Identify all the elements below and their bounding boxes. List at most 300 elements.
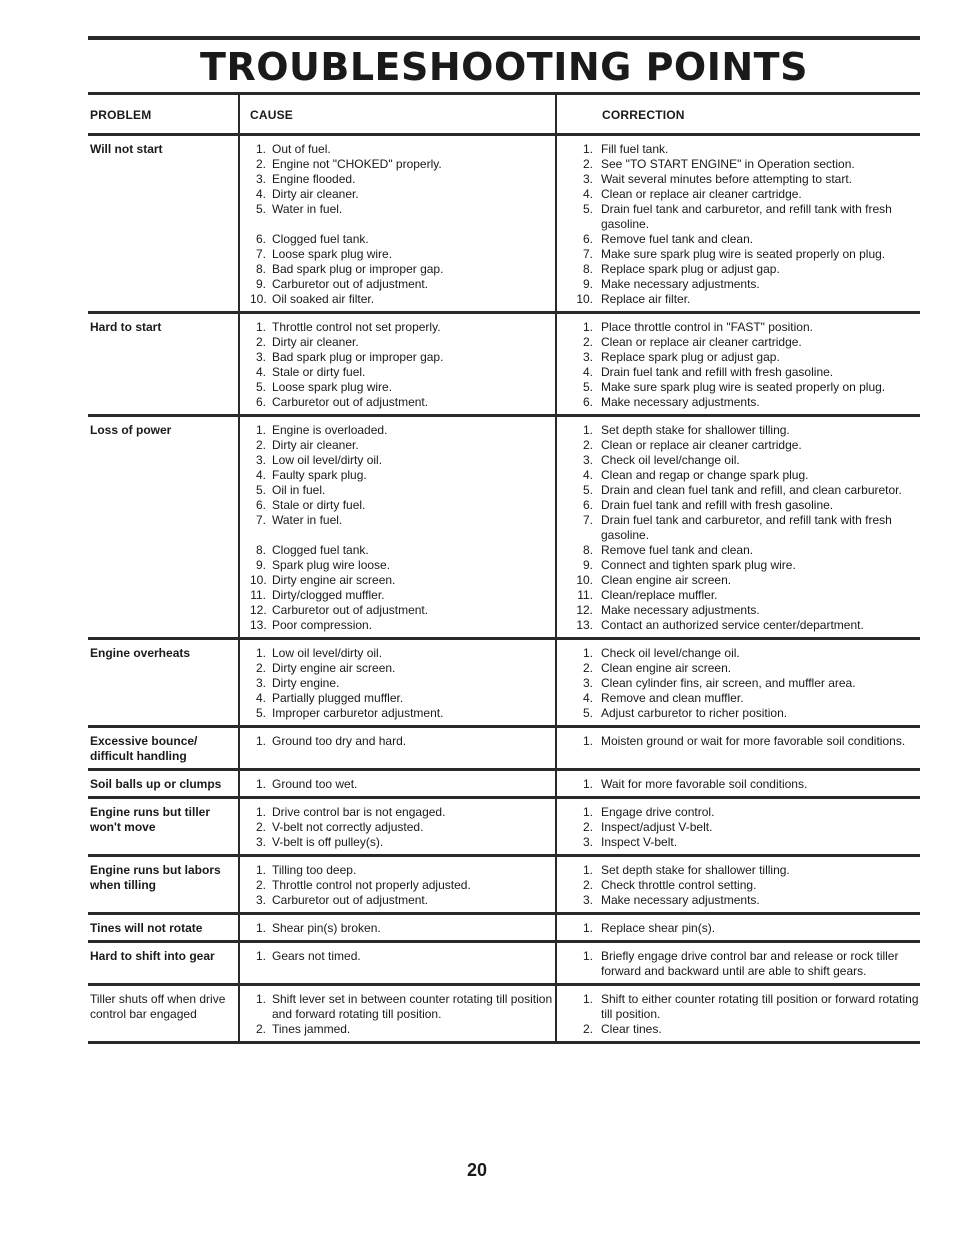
cause-item — [250, 202, 555, 217]
cause-item-number: 8. — [255, 262, 266, 276]
cause-item-text: Ground too wet. — [272, 777, 358, 791]
cause-cell — [238, 857, 555, 912]
cause-item-text: Dirty air cleaner. — [272, 187, 359, 201]
correction-item-number: 1. — [582, 646, 593, 660]
cause-cell — [238, 314, 555, 414]
correction-item-text: Clean cylinder fins, air screen, and muffler area. — [601, 676, 856, 690]
header-problem: PROBLEM — [90, 107, 152, 122]
cause-item-text: Low oil level/dirty oil. — [272, 453, 383, 467]
correction-item-text: Wait several minutes before attempting to start. — [601, 172, 852, 186]
correction-item-number: 2. — [582, 335, 593, 349]
cause-item-text: Loose spark plug wire. — [272, 380, 393, 394]
correction-cell — [555, 314, 920, 414]
table-header — [88, 96, 920, 136]
cause-item-number: 1. — [255, 805, 266, 819]
cause-item — [250, 676, 555, 691]
cause-item — [250, 498, 555, 513]
cause-item-number: 9. — [255, 558, 266, 572]
correction-item-number: 3. — [582, 893, 593, 907]
table-row — [88, 857, 920, 915]
correction-item-text: Make necessary adjustments. — [601, 603, 760, 617]
cause-item-number: 8. — [255, 543, 266, 557]
cause-item-number: 3. — [255, 453, 266, 467]
correction-item-number: 4. — [582, 468, 593, 482]
correction-item-text: Make sure spark plug wire is seated properly on plug. — [601, 380, 886, 394]
cause-item — [250, 863, 555, 878]
cause-item-text: Engine not "CHOKED" properly. — [272, 157, 442, 171]
cause-item-text: Carburetor out of adjustment. — [272, 277, 429, 291]
problem-cell: Engine runs but labors when tilling — [90, 863, 221, 892]
correction-item-number: 1. — [582, 142, 593, 156]
correction-item — [567, 142, 920, 157]
cause-item — [250, 893, 555, 908]
cause-item — [250, 992, 555, 1022]
correction-item-text: Drain fuel tank and refill with fresh gasoline. — [601, 498, 834, 512]
correction-item-number: 1. — [582, 734, 593, 748]
cause-item — [250, 646, 555, 661]
cause-cell — [238, 771, 555, 796]
cause-item — [250, 187, 555, 202]
correction-item-number: 6. — [582, 498, 593, 512]
cause-item-text: Bad spark plug or improper gap. — [272, 350, 444, 364]
correction-item-number: 1. — [582, 423, 593, 437]
cause-item — [250, 734, 555, 749]
correction-item-number: 1. — [582, 777, 593, 791]
correction-item-number: 8. — [582, 543, 593, 557]
correction-item-number: 12. — [576, 603, 593, 617]
cause-item — [250, 395, 555, 410]
cause-item-text: Shift lever set in between counter rotating till position and forward rotating till position. — [272, 992, 553, 1021]
correction-item-number: 3. — [582, 350, 593, 364]
cause-item-text: Shear pin(s) broken. — [272, 921, 381, 935]
table-body — [88, 136, 920, 1044]
correction-item — [567, 949, 920, 979]
cause-item-number: 4. — [255, 187, 266, 201]
cause-item-text: Carburetor out of adjustment. — [272, 603, 429, 617]
correction-item — [567, 513, 920, 543]
correction-item — [567, 706, 920, 721]
correction-item-number: 2. — [582, 157, 593, 171]
cause-item-text: Carburetor out of adjustment. — [272, 893, 429, 907]
correction-item-number: 6. — [582, 395, 593, 409]
cause-item-text: Water in fuel. — [272, 202, 343, 216]
cause-item — [250, 1022, 555, 1037]
problem-cell: Engine overheats — [90, 646, 191, 660]
cause-item-number: 3. — [255, 676, 266, 690]
cause-item-number — [250, 528, 272, 543]
correction-item — [567, 320, 920, 335]
correction-cell — [555, 728, 920, 768]
cause-item-text: Poor compression. — [272, 618, 373, 632]
correction-item-number: 3. — [582, 835, 593, 849]
correction-item-number: 10. — [576, 573, 593, 587]
correction-item-text: Briefly engage drive control bar and release or rock tiller forward and backward until are able to shift gears. — [601, 949, 899, 978]
cause-item — [250, 820, 555, 835]
correction-item — [567, 365, 920, 380]
correction-item — [567, 350, 920, 365]
correction-item — [567, 395, 920, 410]
problem-cell: Hard to shift into gear — [90, 949, 215, 963]
cause-item — [250, 558, 555, 573]
cause-item — [250, 232, 555, 247]
correction-item-text: Moisten ground or wait for more favorable soil conditions. — [601, 734, 906, 748]
correction-item-number: 1. — [582, 320, 593, 334]
cause-item — [250, 453, 555, 468]
cause-item — [250, 350, 555, 365]
correction-item-text: Replace shear pin(s). — [601, 921, 716, 935]
correction-item-text: Inspect V-belt. — [601, 835, 678, 849]
correction-item-text: Clean or replace air cleaner cartridge. — [601, 335, 802, 349]
cause-item — [250, 438, 555, 453]
correction-item-text: Adjust carburetor to richer position. — [601, 706, 788, 720]
problem-cell: Hard to start — [90, 320, 162, 334]
correction-item-text: Inspect/adjust V-belt. — [601, 820, 713, 834]
table-row — [88, 640, 920, 728]
correction-item — [567, 277, 920, 292]
correction-item-number: 13. — [576, 618, 593, 632]
cause-item — [250, 543, 555, 558]
correction-cell — [555, 799, 920, 854]
cause-item — [250, 528, 555, 543]
cause-item — [250, 277, 555, 292]
cause-item — [250, 777, 555, 792]
cause-cell — [238, 417, 555, 637]
correction-item — [567, 893, 920, 908]
correction-item-text: Clean engine air screen. — [601, 661, 732, 675]
problem-cell: Will not start — [90, 142, 163, 156]
correction-item-number: 5. — [582, 380, 593, 394]
correction-item-text: Remove fuel tank and clean. — [601, 232, 754, 246]
page-number: 20 — [466, 1160, 488, 1180]
correction-item-number: 5. — [582, 483, 593, 497]
cause-item-text: V-belt is off pulley(s). — [272, 835, 384, 849]
cause-item-number: 5. — [255, 380, 266, 394]
cause-cell — [238, 728, 555, 768]
correction-item — [567, 232, 920, 247]
table-row — [88, 136, 920, 314]
cause-item — [250, 292, 555, 307]
correction-item-text: Fill fuel tank. — [601, 142, 669, 156]
correction-item — [567, 734, 920, 749]
correction-item — [567, 423, 920, 438]
cause-item — [250, 513, 555, 528]
cause-item-text: Dirty air cleaner. — [272, 335, 359, 349]
correction-item-number: 2. — [582, 820, 593, 834]
correction-item-text: See "TO START ENGINE" in Operation section. — [601, 157, 855, 171]
correction-item-number: 5. — [582, 706, 593, 720]
problem-cell: Engine runs but tiller won't move — [90, 805, 211, 834]
correction-item-text: Drain fuel tank and carburetor, and refill tank with fresh gasoline. — [601, 202, 892, 231]
table-row — [88, 915, 920, 943]
correction-item-number: 1. — [582, 921, 593, 935]
correction-item-number: 10. — [576, 292, 593, 306]
correction-item — [567, 202, 920, 232]
cause-item-number: 1. — [255, 423, 266, 437]
correction-item — [567, 805, 920, 820]
correction-item-text: Drain fuel tank and refill with fresh gasoline. — [601, 365, 834, 379]
cause-item-text: Drive control bar is not engaged. — [272, 805, 446, 819]
correction-item — [567, 820, 920, 835]
correction-item — [567, 187, 920, 202]
cause-item-number: 3. — [255, 835, 266, 849]
correction-cell — [555, 943, 920, 983]
cause-item-text: Throttle control not properly adjusted. — [272, 878, 471, 892]
cause-item-number: 2. — [255, 335, 266, 349]
correction-item-text: Make necessary adjustments. — [601, 893, 760, 907]
correction-item-text: Make necessary adjustments. — [601, 395, 760, 409]
correction-item-number: 9. — [582, 558, 593, 572]
cause-item-text: Improper carburetor adjustment. — [272, 706, 444, 720]
correction-item-text: Check oil level/change oil. — [601, 646, 740, 660]
cause-item-number: 3. — [255, 893, 266, 907]
correction-item-text: Check throttle control setting. — [601, 878, 757, 892]
correction-item — [567, 992, 920, 1022]
correction-item — [567, 247, 920, 262]
correction-item-number: 1. — [582, 863, 593, 877]
cause-item — [250, 588, 555, 603]
cause-item-text: Tines jammed. — [272, 1022, 351, 1036]
correction-item — [567, 588, 920, 603]
cause-item-text: Oil in fuel. — [272, 483, 326, 497]
table-row — [88, 943, 920, 986]
correction-item-text: Clean or replace air cleaner cartridge. — [601, 438, 802, 452]
cause-cell — [238, 915, 555, 940]
cause-item — [250, 573, 555, 588]
correction-item-number: 1. — [582, 992, 593, 1006]
cause-cell — [238, 943, 555, 983]
cause-item-text: Out of fuel. — [272, 142, 331, 156]
correction-item-text: Drain fuel tank and carburetor, and refill tank with fresh gasoline. — [601, 513, 892, 542]
cause-item-text: Dirty engine. — [272, 676, 340, 690]
cause-item — [250, 835, 555, 850]
cause-item-number: 3. — [255, 172, 266, 186]
cause-item — [250, 365, 555, 380]
correction-item — [567, 172, 920, 187]
correction-cell — [555, 640, 920, 725]
cause-item-text: Clogged fuel tank. — [272, 232, 369, 246]
correction-cell — [555, 915, 920, 940]
cause-item-number: 7. — [255, 513, 266, 527]
correction-cell — [555, 986, 920, 1041]
cause-item-number: 1. — [255, 777, 266, 791]
cause-item-number: 3. — [255, 350, 266, 364]
cause-item-number: 5. — [255, 706, 266, 720]
problem-cell: Soil balls up or clumps — [90, 777, 222, 791]
correction-item-number: 7. — [582, 513, 593, 527]
cause-item — [250, 878, 555, 893]
correction-item-text: Clean engine air screen. — [601, 573, 732, 587]
cause-item — [250, 320, 555, 335]
problem-cell: Loss of power — [90, 423, 172, 437]
cause-item — [250, 468, 555, 483]
correction-item-number: 9. — [582, 277, 593, 291]
cause-item-number: 1. — [255, 142, 266, 156]
cause-item-number: 4. — [255, 468, 266, 482]
correction-item-text: Make sure spark plug wire is seated properly on plug. — [601, 247, 886, 261]
cause-item-text: Ground too dry and hard. — [272, 734, 407, 748]
cause-item-text — [272, 528, 555, 543]
correction-item — [567, 835, 920, 850]
cause-item-text: Bad spark plug or improper gap. — [272, 262, 444, 276]
correction-item-text: Remove fuel tank and clean. — [601, 543, 754, 557]
correction-item — [567, 1022, 920, 1037]
correction-item — [567, 453, 920, 468]
correction-item — [567, 335, 920, 350]
correction-item — [567, 543, 920, 558]
cause-item-number: 1. — [255, 320, 266, 334]
correction-item — [567, 468, 920, 483]
correction-item — [567, 558, 920, 573]
correction-item-number: 7. — [582, 247, 593, 261]
cause-item-number: 11. — [250, 588, 266, 602]
correction-item-number: 4. — [582, 365, 593, 379]
correction-item-text: Replace spark plug or adjust gap. — [601, 350, 780, 364]
cause-item-number: 12. — [250, 603, 267, 617]
cause-item-number: 6. — [255, 395, 266, 409]
correction-item — [567, 646, 920, 661]
correction-item-number: 2. — [582, 878, 593, 892]
cause-item — [250, 706, 555, 721]
cause-item-number: 6. — [255, 498, 266, 512]
cause-item-number: 5. — [255, 483, 266, 497]
correction-item — [567, 777, 920, 792]
header-correction-label: CORRECTION — [602, 107, 685, 122]
cause-item-number: 1. — [255, 949, 266, 963]
correction-cell — [555, 857, 920, 912]
cause-cell — [238, 640, 555, 725]
cause-item-text — [272, 217, 555, 232]
correction-item — [567, 921, 920, 936]
correction-item — [567, 863, 920, 878]
cause-item — [250, 262, 555, 277]
cause-item-text: Partially plugged muffler. — [272, 691, 404, 705]
correction-item-text: Place throttle control in "FAST" position. — [601, 320, 813, 334]
correction-item-text: Clean and regap or change spark plug. — [601, 468, 809, 482]
correction-item-number: 2. — [582, 661, 593, 675]
correction-item-number: 5. — [582, 202, 593, 216]
cause-cell — [238, 799, 555, 854]
cause-item-text: Faulty spark plug. — [272, 468, 367, 482]
correction-item — [567, 878, 920, 893]
cause-item-number: 1. — [255, 992, 266, 1006]
correction-item-number: 1. — [582, 949, 593, 963]
correction-item-text: Replace spark plug or adjust gap. — [601, 262, 780, 276]
correction-item-number: 1. — [582, 805, 593, 819]
top-rule — [88, 36, 920, 40]
correction-item — [567, 676, 920, 691]
cause-item — [250, 247, 555, 262]
cause-item-number: 4. — [255, 691, 266, 705]
correction-item-text: Connect and tighten spark plug wire. — [601, 558, 796, 572]
cause-item — [250, 142, 555, 157]
correction-cell — [555, 136, 920, 311]
correction-item — [567, 380, 920, 395]
table-row — [88, 417, 920, 640]
cause-item — [250, 603, 555, 618]
cause-item-number: 6. — [255, 232, 266, 246]
correction-cell — [555, 771, 920, 796]
cause-item-text: Water in fuel. — [272, 513, 343, 527]
correction-item-text: Replace air filter. — [601, 292, 691, 306]
correction-item — [567, 691, 920, 706]
cause-item — [250, 423, 555, 438]
cause-item-text: Dirty engine air screen. — [272, 573, 396, 587]
cause-item-number: 5. — [255, 202, 266, 216]
correction-item — [567, 573, 920, 588]
cause-item-number: 1. — [255, 646, 266, 660]
cause-item-text: Dirty/clogged muffler. — [272, 588, 385, 602]
correction-item-text: Remove and clean muffler. — [601, 691, 744, 705]
correction-item-number: 3. — [582, 453, 593, 467]
correction-item-text: Shift to either counter rotating till position or forward rotating till position. — [601, 992, 919, 1021]
correction-item-text: Make necessary adjustments. — [601, 277, 760, 291]
cause-item-text: Stale or dirty fuel. — [272, 365, 366, 379]
cause-item-number: 2. — [255, 438, 266, 452]
cause-item-number — [250, 217, 272, 232]
cause-item-text: V-belt not correctly adjusted. — [272, 820, 424, 834]
cause-item-text: Engine is overloaded. — [272, 423, 388, 437]
correction-item-text: Clear tines. — [601, 1022, 662, 1036]
cause-item-text: Tilling too deep. — [272, 863, 357, 877]
table-row — [88, 799, 920, 857]
table-row — [88, 986, 920, 1044]
cause-item-text: Gears not timed. — [272, 949, 361, 963]
correction-item-text: Drain and clean fuel tank and refill, and clean carburetor. — [601, 483, 902, 497]
correction-item-text: Wait for more favorable soil conditions. — [601, 777, 808, 791]
correction-item-text: Clean or replace air cleaner cartridge. — [601, 187, 802, 201]
cause-item-text: Clogged fuel tank. — [272, 543, 369, 557]
problem-cell: Tines will not rotate — [90, 921, 203, 935]
correction-item-number: 6. — [582, 232, 593, 246]
correction-item-number: 3. — [582, 172, 593, 186]
problem-cell: Tiller shuts off when drive control bar engaged — [90, 992, 226, 1021]
correction-item-text: Check oil level/change oil. — [601, 453, 740, 467]
correction-item — [567, 661, 920, 676]
cause-item-number: 13. — [250, 618, 267, 632]
cause-item-text: Throttle control not set properly. — [272, 320, 441, 334]
header-cause-label: CAUSE — [250, 107, 294, 122]
cause-item — [250, 157, 555, 172]
cause-item-number: 4. — [255, 365, 266, 379]
cause-item-text: Engine flooded. — [272, 172, 356, 186]
cause-item-text: Spark plug wire loose. — [272, 558, 391, 572]
correction-item-text: Set depth stake for shallower tilling. — [601, 863, 790, 877]
correction-item — [567, 498, 920, 513]
table-row — [88, 771, 920, 799]
table-row — [88, 728, 920, 771]
correction-item-number: 4. — [582, 691, 593, 705]
cause-item-text: Dirty air cleaner. — [272, 438, 359, 452]
cause-item-text: Stale or dirty fuel. — [272, 498, 366, 512]
correction-item — [567, 483, 920, 498]
cause-item — [250, 217, 555, 232]
cause-item-number: 1. — [255, 863, 266, 877]
cause-cell — [238, 986, 555, 1041]
cause-item — [250, 172, 555, 187]
correction-cell — [555, 417, 920, 637]
correction-item — [567, 262, 920, 277]
correction-item-text: Clean/replace muffler. — [601, 588, 718, 602]
cause-item-number: 1. — [255, 921, 266, 935]
cause-item-number: 2. — [255, 878, 266, 892]
cause-item-text: Low oil level/dirty oil. — [272, 646, 383, 660]
header-cause — [238, 95, 555, 135]
cause-item-number: 2. — [255, 157, 266, 171]
correction-item-number: 2. — [582, 1022, 593, 1036]
cause-item-number: 7. — [255, 247, 266, 261]
correction-item — [567, 618, 920, 633]
cause-item-number: 10. — [250, 573, 267, 587]
